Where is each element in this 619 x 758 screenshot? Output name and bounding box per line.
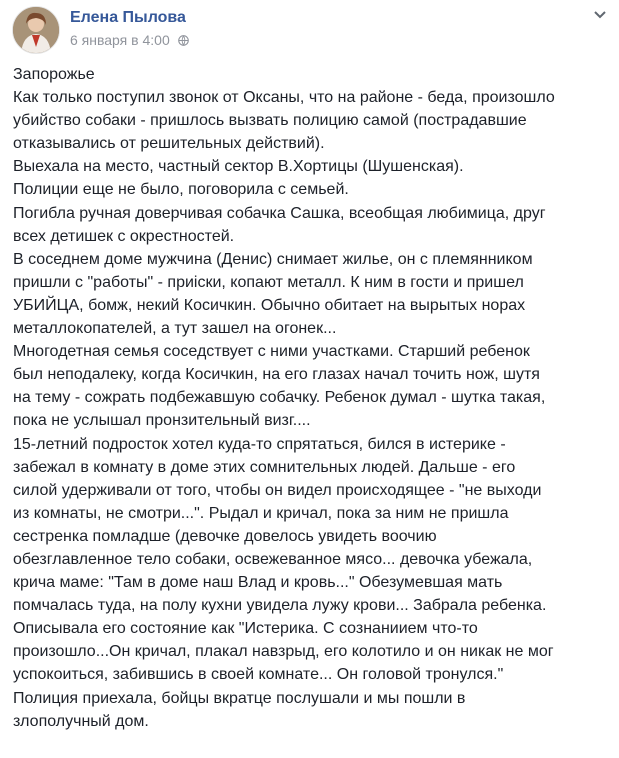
globe-icon[interactable] bbox=[178, 35, 189, 46]
post-line: Описывала его состояние как "Истерика. С сознаниием что-то bbox=[13, 620, 478, 638]
post-line: был неподалеку, когда Косичкин, на его глазах начал точить нож, шутя bbox=[13, 366, 540, 384]
post-line: Выехала на место, частный сектор В.Хортицы (Шушенская). bbox=[13, 158, 464, 176]
post-line: УБИЙЦА, бомж, некий Косичкин. Обычно обитает на вырытых норах bbox=[13, 296, 526, 314]
avatar-image bbox=[13, 7, 59, 53]
post-options-button[interactable] bbox=[591, 6, 609, 24]
post-line: произошло...Он кричал, плакал навзрыд, его колотило и он никак не мог bbox=[13, 643, 554, 661]
post-header bbox=[12, 6, 609, 54]
post-line: металлокопателей, а тут зашел на огонек... bbox=[13, 320, 337, 338]
avatar[interactable] bbox=[12, 6, 60, 54]
post-line: Погибла ручная доверчивая собачка Сашка, всеобщая любимица, друг bbox=[13, 204, 546, 222]
post-line: помчалась туда, на полу кухни увидела лужу крови... Забрала ребенка. bbox=[13, 597, 547, 615]
post-line: Многодетная семья соседствует с ними участками. Старший ребенок bbox=[13, 343, 530, 361]
post-line: отказывались от решительных действий). bbox=[13, 135, 325, 153]
post-line: забежал в комнату в доме этих сомнительных людей. Дальше - его bbox=[13, 458, 516, 476]
post-line: Полиция приехала, бойцы вкратце послушали и мы пошли в bbox=[13, 689, 466, 707]
post-line: обезглавленное тело собаки, освежеванное мясо... девочка убежала, bbox=[13, 550, 533, 568]
post-line: злополучный дом. bbox=[13, 712, 149, 730]
post-line: пришли с "работы" - приiски, копают металл. К ним в гости и пришел bbox=[13, 273, 524, 291]
post-line: из комнаты, не смотри...". Рыдал и кричал, пока за ним не пришла bbox=[13, 504, 509, 522]
post-line: 15-летний подросток хотел куда-то спрятаться, бился в истерике - bbox=[13, 435, 506, 453]
post-line: убийство собаки - пришлось вызвать полицию самой (пострадавшие bbox=[13, 112, 527, 130]
post-line: успокоиться, забившись в своей комнате... Он головой тронулся." bbox=[13, 666, 504, 684]
post-text bbox=[13, 63, 613, 733]
post-line: Запорожье bbox=[13, 66, 95, 83]
post-line: Полиции еще не было, поговорила с семьей. bbox=[13, 181, 349, 199]
post-meta bbox=[70, 32, 189, 48]
author-name[interactable]: Елена Пылова bbox=[70, 9, 186, 26]
post-line: В соседнем доме мужчина (Денис) снимает жилье, он с племянником bbox=[13, 250, 533, 268]
post-line: сестренка помладше (девочке довелось увидеть воочию bbox=[13, 527, 437, 545]
chevron-down-icon bbox=[594, 11, 606, 19]
post-line: всех детишек с окрестностей. bbox=[13, 227, 235, 245]
post-line: крича маме: "Там в доме наш Влад и кровь..." Обезумевшая мать bbox=[13, 574, 503, 592]
post-timestamp[interactable]: 6 января в 4:00 bbox=[70, 32, 170, 48]
post-line: Как только поступил звонок от Оксаны, что на районе - беда, произошло bbox=[13, 89, 555, 107]
post-line: силой удерживали от того, чтобы он видел происходящее - "не выходи bbox=[13, 481, 542, 499]
post-line: пока не услышал пронзительный визг.... bbox=[13, 412, 311, 430]
post-line: на тему - сожрать подбежавшую собачку. Ребенок думал - шутка такая, bbox=[13, 389, 546, 407]
